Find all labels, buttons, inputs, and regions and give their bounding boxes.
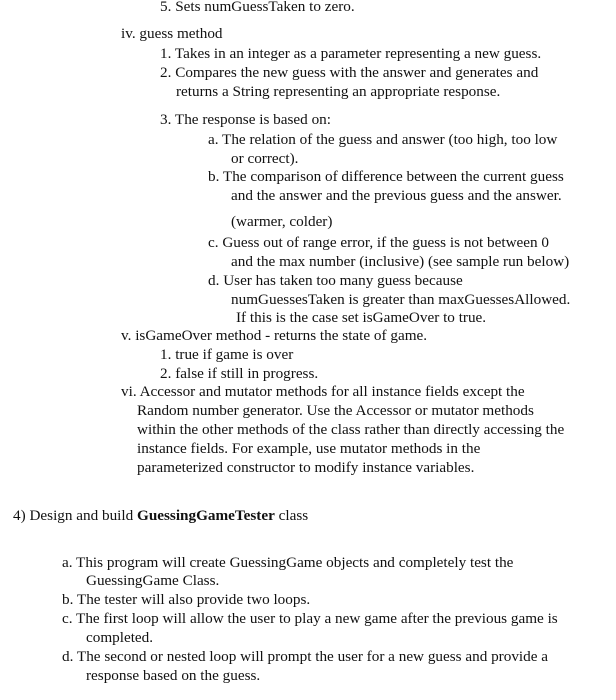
tester-d-line-1: d. The second or nested loop will prompt the user for a new guess and provide a (62, 648, 549, 665)
response-a-line-2: or correct). (231, 150, 299, 167)
tester-d-line-2: response based on the guess. (86, 667, 261, 684)
guess-method-heading: iv. guess method (121, 25, 223, 42)
accessors-line-5: parameterized constructor to modify instance variables. (137, 459, 475, 476)
tester-b-text: b. The tester will also provide two loops. (62, 591, 311, 608)
tester-c-line-1: c. The first loop will allow the user to play a new game after the previous game is (62, 610, 558, 627)
tester-heading-prefix: 4) Design and build (13, 507, 138, 524)
response-d-line-2: numGuessesTaken is greater than maxGuessesAllowed. (231, 291, 571, 308)
response-d-line-1: d. User has taken too many guess because (208, 272, 463, 289)
is-game-over-item-2: 2. false if still in progress. (160, 365, 319, 382)
accessors-line-2: Random number generator. Use the Accessor or mutator methods (137, 402, 534, 419)
tester-class-name: GuessingGameTester (137, 507, 275, 524)
response-c-line-2: and the max number (inclusive) (see sample run below) (231, 253, 570, 270)
guess-item-2-line-1: 2. Compares the new guess with the answer and generates and (160, 64, 539, 81)
is-game-over-item-1: 1. true if game is over (160, 346, 294, 363)
response-b-line-1: b. The comparison of difference between the current guess (208, 168, 564, 185)
response-b-line-2: and the answer and the previous guess and the answer. (231, 187, 562, 204)
tester-a-line-2: GuessingGame Class. (86, 572, 220, 589)
response-d-line-3: If this is the case set isGameOver to true. (236, 309, 487, 326)
guess-item-1: 1. Takes in an integer as a parameter representing a new guess. (160, 45, 542, 62)
step-5-text: 5. Sets numGuessTaken to zero. (160, 0, 355, 15)
response-c-line-1: c. Guess out of range error, if the guess is not between 0 (208, 234, 550, 251)
response-a-line-1: a. The relation of the guess and answer (too high, too low (208, 131, 558, 148)
response-b-line-3: (warmer, colder) (231, 213, 333, 230)
is-game-over-heading: v. isGameOver method - returns the state of game. (121, 327, 428, 344)
accessors-line-1: vi. Accessor and mutator methods for all instance fields except the (121, 383, 525, 400)
guess-item-3: 3. The response is based on: (160, 111, 331, 128)
accessors-line-4: instance fields. For example, use mutator methods in the (137, 440, 481, 457)
tester-heading (13, 507, 308, 525)
accessors-line-3: within the other methods of the class rather than directly accessing the (137, 421, 565, 438)
guess-item-2-line-2: returns a String representing an appropriate response. (176, 83, 501, 100)
tester-c-line-2: completed. (86, 629, 154, 646)
tester-a-line-1: a. This program will create GuessingGame objects and completely test the (62, 554, 514, 571)
tester-heading-suffix: class (274, 507, 309, 524)
